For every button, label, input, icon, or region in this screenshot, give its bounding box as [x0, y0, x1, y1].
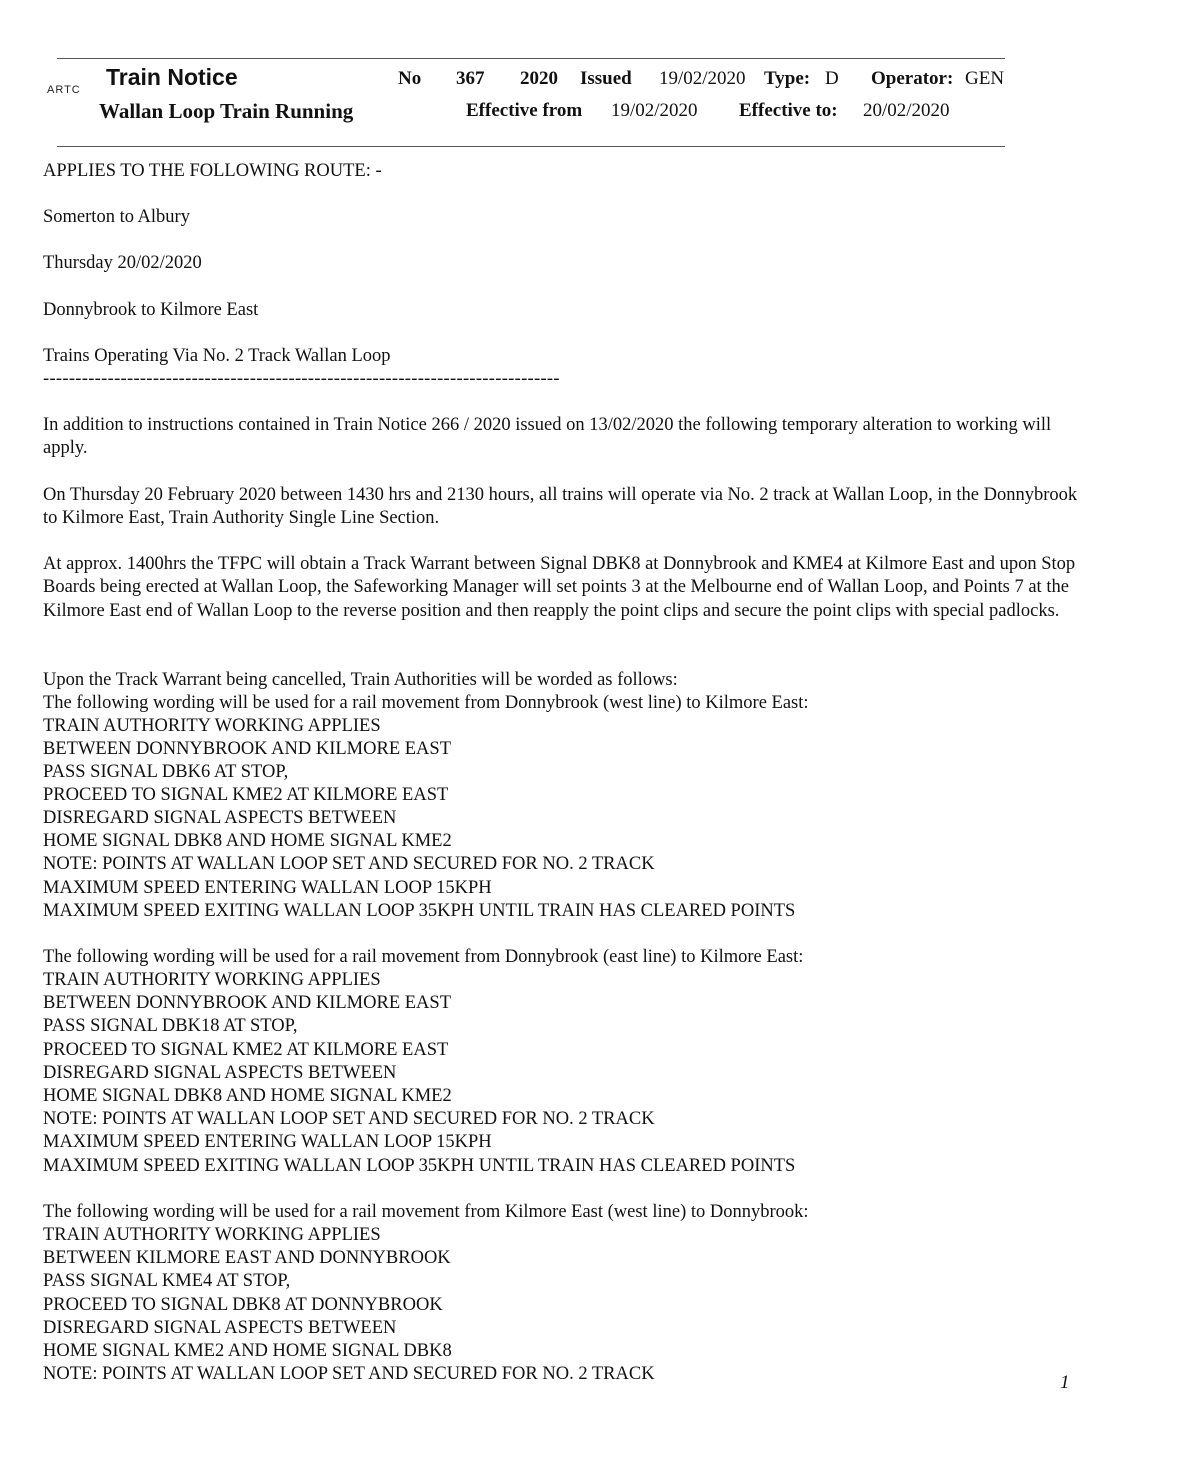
block3-line: The following wording will be used for a rail movement from Kilmore East (west line) to Donnybrook:	[43, 1202, 809, 1222]
block3-line: DISREGARD SIGNAL ASPECTS BETWEEN	[43, 1318, 397, 1338]
route-description: Trains Operating Via No. 2 Track Wallan Loop	[43, 346, 391, 366]
block3-line: BETWEEN KILMORE EAST AND DONNYBROOK	[43, 1248, 451, 1268]
route-date: Thursday 20/02/2020	[43, 253, 202, 273]
paragraph-procedure: At approx. 1400hrs the TFPC will obtain a Track Warrant between Signal DBK8 at Donnybrook and KME4 at Kilmore East and upon Stop Boards being erected at Wallan Loop, the Safeworking Manager will set points 3 at the Melbourne end of Wallan Loop, and Points 7 at the Kilmore East end of Wallan Loop to the reverse position and then reapply the point clips and secure the point clips with special padlocks.	[43, 554, 1076, 621]
block1-line: MAXIMUM SPEED ENTERING WALLAN LOOP 15KPH	[43, 878, 492, 898]
route-name: Somerton to Albury	[43, 207, 190, 227]
route-section: Donnybrook to Kilmore East	[43, 300, 259, 320]
effective-to-value: 20/02/2020	[863, 100, 950, 121]
block1-line: NOTE: POINTS AT WALLAN LOOP SET AND SECURED FOR NO. 2 TRACK	[43, 854, 655, 874]
block2-line: TRAIN AUTHORITY WORKING APPLIES	[43, 970, 381, 990]
paragraph-schedule: On Thursday 20 February 2020 between 1430 hrs and 2130 hours, all trains will operate via No. 2 track at Wallan Loop, in the Donnybrook to Kilmore East, Train Authority Single Line Section.	[43, 485, 1078, 529]
header-rule-top	[57, 58, 1005, 59]
block1-line: PASS SIGNAL DBK6 AT STOP,	[43, 762, 289, 782]
block2-line: The following wording will be used for a rail movement from Donnybrook (east line) to Kilmore East:	[43, 947, 804, 967]
header-rule-bottom	[57, 146, 1005, 147]
issued-label: Issued	[580, 68, 632, 89]
applies-heading: APPLIES TO THE FOLLOWING ROUTE: -	[43, 161, 382, 181]
effective-from-value: 19/02/2020	[611, 100, 698, 121]
no-label: No	[398, 68, 422, 89]
no-value: 367	[456, 68, 485, 89]
block2-line: PROCEED TO SIGNAL KME2 AT KILMORE EAST	[43, 1040, 449, 1060]
block2-line: NOTE: POINTS AT WALLAN LOOP SET AND SECURED FOR NO. 2 TRACK	[43, 1109, 655, 1129]
block2-line: HOME SIGNAL DBK8 AND HOME SIGNAL KME2	[43, 1086, 452, 1106]
operator-value: GEN	[965, 68, 1005, 89]
block3-line: PROCEED TO SIGNAL DBK8 AT DONNYBROOK	[43, 1295, 443, 1315]
block1-line: MAXIMUM SPEED EXITING WALLAN LOOP 35KPH UNTIL TRAIN HAS CLEARED POINTS	[43, 901, 796, 921]
block2-line: BETWEEN DONNYBROOK AND KILMORE EAST	[43, 993, 452, 1013]
block1-line: BETWEEN DONNYBROOK AND KILMORE EAST	[43, 739, 452, 759]
block1-line: The following wording will be used for a rail movement from Donnybrook (west line) to Kilmore East:	[43, 693, 809, 713]
artc-logo	[47, 84, 81, 96]
notice-title: Train Notice	[106, 64, 238, 90]
block2-line: PASS SIGNAL DBK18 AT STOP,	[43, 1016, 298, 1036]
block2-line: MAXIMUM SPEED ENTERING WALLAN LOOP 15KPH	[43, 1132, 492, 1152]
block1-line: TRAIN AUTHORITY WORKING APPLIES	[43, 716, 381, 736]
block2-line: DISREGARD SIGNAL ASPECTS BETWEEN	[43, 1063, 397, 1083]
authority-intro: Upon the Track Warrant being cancelled, Train Authorities will be worded as follows:	[43, 670, 678, 690]
block3-line: HOME SIGNAL KME2 AND HOME SIGNAL DBK8	[43, 1341, 452, 1361]
paragraph-intro: In addition to instructions contained in Train Notice 266 / 2020 issued on 13/02/2020 the following temporary alteration to working will apply.	[43, 415, 1052, 459]
block1-line: HOME SIGNAL DBK8 AND HOME SIGNAL KME2	[43, 831, 452, 851]
block3-line: PASS SIGNAL KME4 AT STOP,	[43, 1271, 291, 1291]
year-value: 2020	[520, 68, 558, 89]
issued-value: 19/02/2020	[659, 68, 746, 89]
logo-text: ARTC	[47, 84, 81, 96]
block3-line: TRAIN AUTHORITY WORKING APPLIES	[43, 1225, 381, 1245]
separator-line: --------------------------------------------------------------------------------	[43, 369, 560, 389]
block3-line: NOTE: POINTS AT WALLAN LOOP SET AND SECURED FOR NO. 2 TRACK	[43, 1364, 655, 1384]
block1-line: DISREGARD SIGNAL ASPECTS BETWEEN	[43, 808, 397, 828]
type-label: Type:	[764, 68, 811, 89]
operator-label: Operator:	[871, 68, 954, 89]
block1-line: PROCEED TO SIGNAL KME2 AT KILMORE EAST	[43, 785, 449, 805]
effective-from-label: Effective from	[466, 100, 583, 121]
effective-to-label: Effective to:	[739, 100, 838, 121]
page-number: 1	[1060, 1372, 1070, 1393]
block2-line: MAXIMUM SPEED EXITING WALLAN LOOP 35KPH UNTIL TRAIN HAS CLEARED POINTS	[43, 1156, 796, 1176]
notice-subtitle: Wallan Loop Train Running	[99, 99, 354, 123]
type-value: D	[825, 68, 839, 89]
